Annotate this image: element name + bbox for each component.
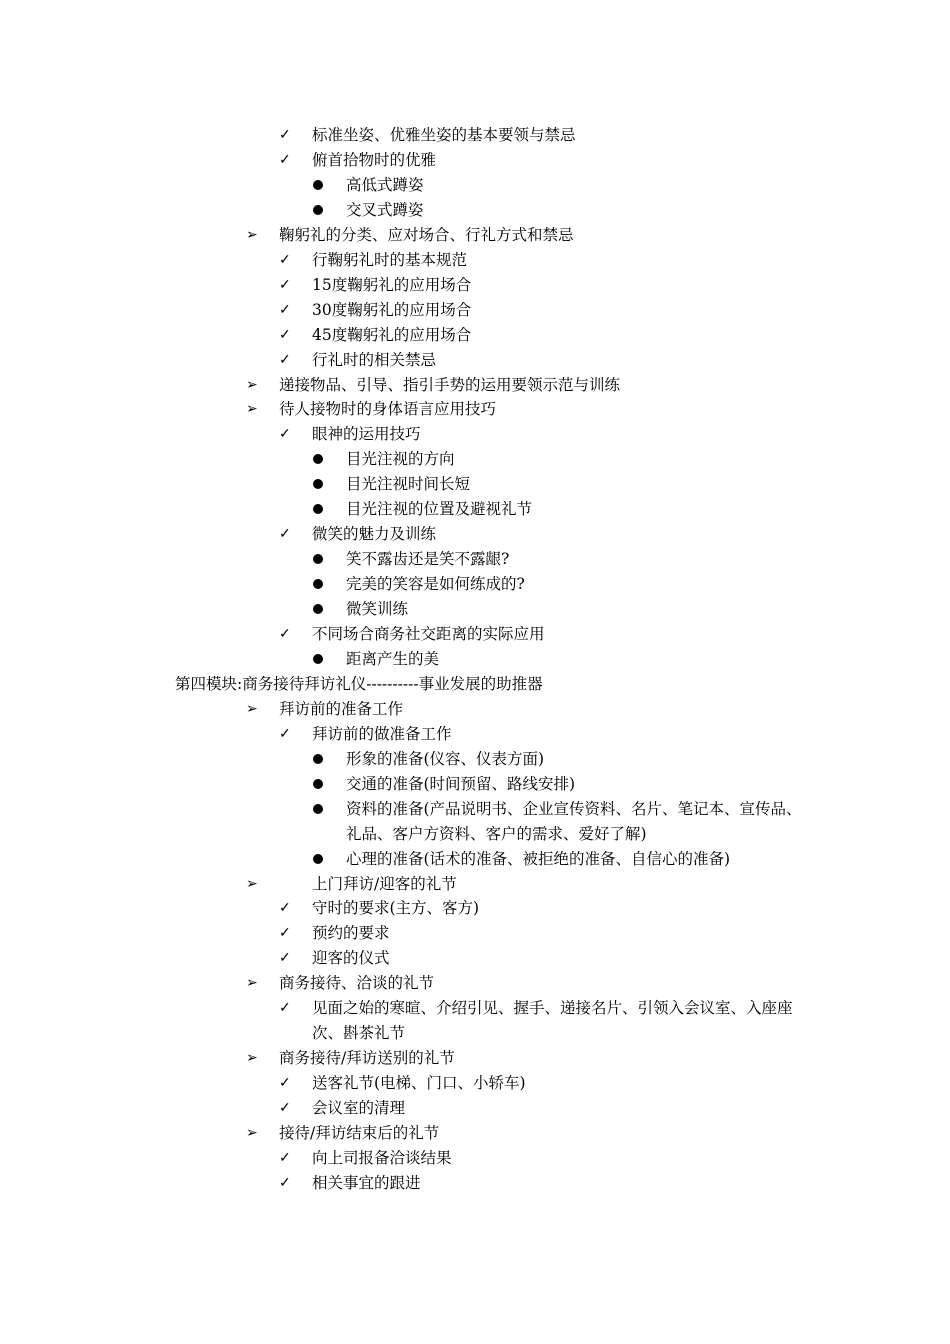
check-bullet-icon: ✓ (279, 1075, 291, 1092)
arrow-bullet-icon: ➢ (246, 1125, 258, 1141)
check-bullet-icon: ✓ (279, 251, 291, 268)
item-text: 完美的笑容是如何练成的? (346, 575, 525, 594)
check-bullet-icon: ✓ (279, 151, 291, 168)
check-bullet-icon: ✓ (279, 351, 291, 368)
item-text: 礼品、客户方资料、客户的需求、爱好了解) (346, 824, 647, 843)
item-text: 相关事宜的跟进 (312, 1173, 421, 1192)
check-bullet-icon: ✓ (279, 1100, 291, 1117)
item-text: 距离产生的美 (346, 649, 440, 668)
item-text: 目光注视时间长短 (346, 475, 471, 494)
check-bullet-icon: ✓ (279, 526, 291, 543)
item-text: 15度鞠躬礼的应用场合 (312, 275, 472, 294)
check-bullet-icon: ✓ (279, 426, 291, 443)
check-bullet-icon: ✓ (279, 725, 291, 742)
item-text: 笑不露齿还是笑不露龈? (346, 550, 510, 569)
item-text: 资料的准备(产品说明书、企业宣传资料、名片、笔记本、宣传品、 (346, 799, 802, 818)
dot-bullet-icon (313, 173, 323, 198)
arrow-bullet-icon: ➢ (246, 226, 258, 243)
item-text: 行鞠躬礼时的基本规范 (312, 250, 468, 269)
item-text: 向上司报备洽谈结果 (312, 1148, 452, 1167)
check-bullet-icon: ✓ (279, 950, 291, 967)
item-text: 次、斟茶礼节 (312, 1024, 406, 1043)
item-text: 递接物品、引导、指引手势的运用要领示范与训练 (279, 375, 621, 394)
item-text: 商务接待/拜访送别的礼节 (279, 1049, 455, 1068)
arrow-bullet-icon: ➢ (246, 875, 258, 892)
arrow-bullet-icon: ➢ (246, 376, 258, 393)
item-text: 目光注视的方向 (346, 450, 455, 469)
item-text: 接待/拜访结束后的礼节 (279, 1124, 440, 1142)
item-text: 45度鞠躬礼的应用场合 (312, 325, 472, 344)
check-bullet-icon: ✓ (279, 276, 291, 293)
item-text: 送客礼节(电梯、门口、小轿车) (312, 1074, 526, 1093)
item-text: 商务接待、洽谈的礼节 (279, 974, 435, 993)
item-text: 预约的要求 (312, 924, 390, 943)
item-text: 第四模块:商务接待拜访礼仪----------事业发展的助推器 (175, 674, 543, 693)
item-text: 会议室的清理 (312, 1099, 406, 1118)
dot-bullet-icon (313, 847, 323, 872)
dot-bullet-icon (313, 447, 323, 472)
item-text: 迎客的仪式 (312, 949, 390, 968)
dot-bullet-icon (313, 747, 323, 772)
item-text: 眼神的运用技巧 (312, 425, 421, 444)
item-text: 行礼时的相关禁忌 (312, 350, 437, 369)
check-bullet-icon: ✓ (279, 925, 291, 942)
item-text: 待人接物时的身体语言应用技巧 (279, 400, 497, 419)
dot-bullet-icon (313, 472, 323, 497)
dot-bullet-icon (313, 797, 323, 822)
item-text: 拜访前的准备工作 (279, 699, 404, 718)
item-text: 标准坐姿、优雅坐姿的基本要领与禁忌 (312, 126, 576, 144)
item-text: 守时的要求(主方、客方) (312, 899, 480, 918)
dot-bullet-icon (313, 572, 323, 597)
dot-bullet-icon (313, 772, 323, 797)
dot-bullet-icon (313, 647, 323, 672)
item-text: 微笑的魅力及训练 (312, 525, 437, 544)
item-text: 心理的准备(话术的准备、被拒绝的准备、自信心的准备) (346, 849, 731, 868)
dot-bullet-icon (313, 547, 323, 572)
item-text: 拜访前的做准备工作 (312, 724, 452, 743)
item-text: 上门拜访/迎客的礼节 (312, 874, 457, 893)
arrow-bullet-icon: ➢ (246, 401, 258, 418)
check-bullet-icon: ✓ (279, 1000, 291, 1017)
item-text: 形象的准备(仪容、仪表方面) (346, 749, 545, 768)
check-bullet-icon: ✓ (279, 900, 291, 917)
arrow-bullet-icon: ➢ (246, 975, 258, 992)
dot-bullet-icon (313, 198, 323, 223)
item-text: 30度鞠躬礼的应用场合 (312, 300, 472, 319)
check-bullet-icon: ✓ (279, 626, 291, 642)
dot-bullet-icon (313, 497, 323, 522)
item-text: 不同场合商务社交距离的实际应用 (312, 625, 545, 643)
check-bullet-icon: ✓ (279, 1174, 291, 1191)
check-bullet-icon: ✓ (279, 301, 291, 318)
check-bullet-icon: ✓ (279, 127, 291, 143)
item-text: 交通的准备(时间预留、路线安排) (346, 774, 576, 793)
item-text: 交叉式蹲姿 (346, 200, 424, 219)
item-text: 俯首拾物时的优雅 (312, 150, 437, 169)
arrow-bullet-icon: ➢ (246, 1050, 258, 1067)
item-text: 目光注视的位置及避视礼节 (346, 500, 533, 519)
arrow-bullet-icon: ➢ (246, 700, 258, 717)
dot-bullet-icon (313, 597, 323, 622)
item-text: 微笑训练 (346, 600, 409, 619)
item-text: 鞠躬礼的分类、应对场合、行礼方式和禁忌 (279, 225, 574, 244)
item-text: 见面之始的寒暄、介绍引见、握手、递接名片、引领入会议室、入座座 (312, 999, 793, 1018)
check-bullet-icon: ✓ (279, 326, 291, 343)
check-bullet-icon: ✓ (279, 1149, 291, 1166)
item-text: 高低式蹲姿 (346, 175, 424, 194)
